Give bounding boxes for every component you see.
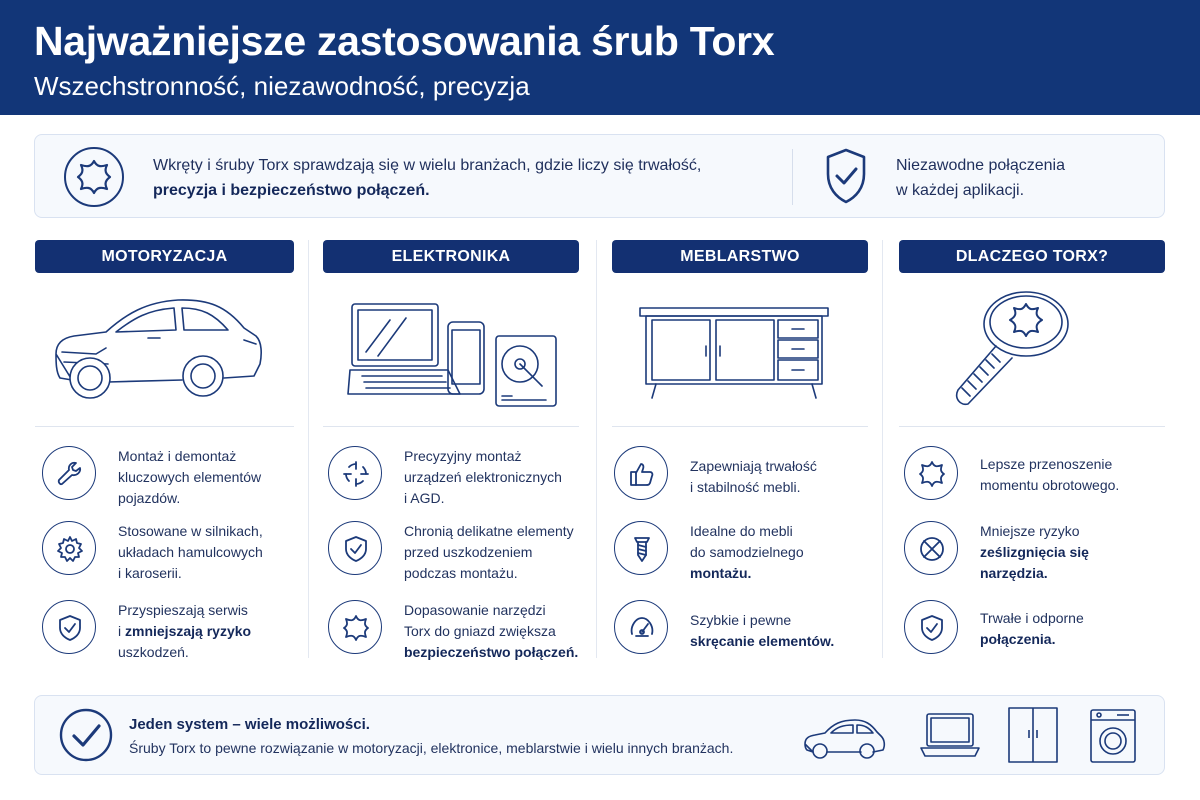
feature-line: i AGD.: [404, 490, 445, 506]
feature-text: [690, 456, 817, 498]
feature-bold: zmniejszają ryzyko: [125, 623, 252, 639]
feature-line: i karoserii.: [118, 565, 182, 581]
column-divider: [596, 240, 597, 658]
screw-icon: [614, 521, 668, 575]
feature-line: Precyzyjny montaż: [404, 448, 522, 464]
feature-line: Trwałe i odporne: [980, 610, 1084, 626]
feature-line: urządzeń elektronicznych: [404, 469, 562, 485]
car-illustration: [48, 292, 268, 404]
header-banner: [0, 0, 1200, 115]
feature-text: [404, 600, 578, 663]
page-subtitle: Wszechstronność, niezawodność, precyzja: [34, 71, 530, 101]
torx-star-icon: [904, 446, 958, 500]
feature-bold: narzędzia.: [980, 565, 1048, 581]
feature-line: przed uszkodzeniem: [404, 544, 533, 560]
intro-text: [153, 153, 701, 203]
no-slip-icon: [904, 521, 958, 575]
car-icon: [801, 714, 887, 767]
feature-bold: ześlizgnięcia się: [980, 544, 1089, 560]
check-circle-icon: [59, 708, 113, 762]
intro-box: [34, 134, 1165, 218]
feature-line: pojazdów.: [118, 490, 181, 506]
feature-text: [980, 608, 1084, 650]
feature-line: Chronią delikatne elementy: [404, 523, 574, 539]
footer-box: [34, 695, 1165, 775]
feature-text: [118, 600, 251, 663]
intro-right-line-2: w każdej aplikacji.: [896, 182, 1025, 199]
intro-divider: [792, 149, 793, 205]
feature-bold: połączenia.: [980, 631, 1056, 647]
shield-check-icon: [824, 147, 868, 205]
shield-check-icon: [904, 600, 958, 654]
feature-text: [404, 521, 574, 584]
feature-text: [118, 521, 263, 584]
feature-line: kluczowych elementów: [118, 469, 262, 485]
crosshair-icon: [328, 446, 382, 500]
shield-check-icon: [328, 521, 382, 575]
feature-line: i stabilność mebli.: [690, 479, 801, 495]
torx-star-icon: [63, 146, 125, 208]
feature-line: podczas montażu.: [404, 565, 518, 581]
feature-bold: skręcanie elementów.: [690, 633, 835, 649]
category-elektronika: ELEKTRONIKA: [323, 240, 579, 273]
feature-line: Idealne do mebli: [690, 523, 793, 539]
section-divider: [35, 426, 294, 427]
section-divider: [323, 426, 579, 427]
feature-line: Przyspieszają serwis: [118, 602, 248, 618]
gauge-icon: [614, 600, 668, 654]
feature-line: Szybkie i pewne: [690, 612, 792, 628]
gear-icon: [42, 521, 96, 575]
category-meblarstwo: MEBLARSTWO: [612, 240, 868, 273]
cabinet-illustration: [636, 302, 832, 400]
feature-bold: montażu.: [690, 565, 752, 581]
feature-line: [118, 621, 251, 642]
feature-bold: bezpieczeństwo połączeń.: [404, 644, 579, 660]
column-divider: [882, 240, 883, 658]
column-divider: [308, 240, 309, 658]
intro-right-line-1: Niezawodne połączenia: [896, 157, 1065, 174]
washing-machine-icon: [1087, 708, 1139, 769]
feature-line: uszkodzeń.: [118, 644, 189, 660]
feature-line: do samodzielnego: [690, 544, 804, 560]
section-divider: [612, 426, 868, 427]
feature-text: [690, 610, 834, 652]
feature-line: Zapewniają trwałość: [690, 458, 817, 474]
feature-line: Montaż i demontaż: [118, 448, 237, 464]
feature-prefix: i: [118, 623, 125, 639]
thumbs-up-icon: [614, 446, 668, 500]
laptop-icon: [917, 710, 983, 765]
feature-line: Torx do gniazd zwiększa: [404, 623, 556, 639]
torx-screw-illustration: [938, 288, 1118, 416]
feature-text: [980, 521, 1089, 584]
feature-line: Lepsze przenoszenie: [980, 456, 1113, 472]
footer-text: Śruby Torx to pewne rozwiązanie w motoryzacji, elektronice, meblarstwie i wielu innych branżach.: [129, 740, 734, 756]
footer-title: Jeden system – wiele możliwości.: [129, 716, 370, 733]
feature-text: [118, 446, 261, 509]
intro-line-2: precyzja i bezpieczeństwo połączeń.: [153, 182, 430, 199]
intro-line-1: Wkręty i śruby Torx sprawdzają się w wielu branżach, gdzie liczy się trwałość,: [153, 157, 702, 174]
feature-text: [404, 446, 562, 509]
feature-text: [690, 521, 804, 584]
wardrobe-icon: [1005, 706, 1061, 771]
feature-line: Stosowane w silnikach,: [118, 523, 263, 539]
feature-line: momentu obrotowego.: [980, 477, 1120, 493]
section-divider: [899, 426, 1165, 427]
feature-text: [980, 454, 1119, 496]
shield-check-icon: [42, 600, 96, 654]
feature-line: Dopasowanie narzędzi: [404, 602, 546, 618]
category-motoryzacja: MOTORYZACJA: [35, 240, 294, 273]
devices-illustration: [346, 300, 562, 408]
category-dlaczego-torx: DLACZEGO TORX?: [899, 240, 1165, 273]
wrench-icon: [42, 446, 96, 500]
feature-line: Mniejsze ryzyko: [980, 523, 1080, 539]
torx-star-icon: [328, 600, 382, 654]
intro-right-text: [896, 153, 1065, 203]
feature-line: układach hamulcowych: [118, 544, 263, 560]
page-title: Najważniejsze zastosowania śrub Torx: [34, 18, 775, 64]
